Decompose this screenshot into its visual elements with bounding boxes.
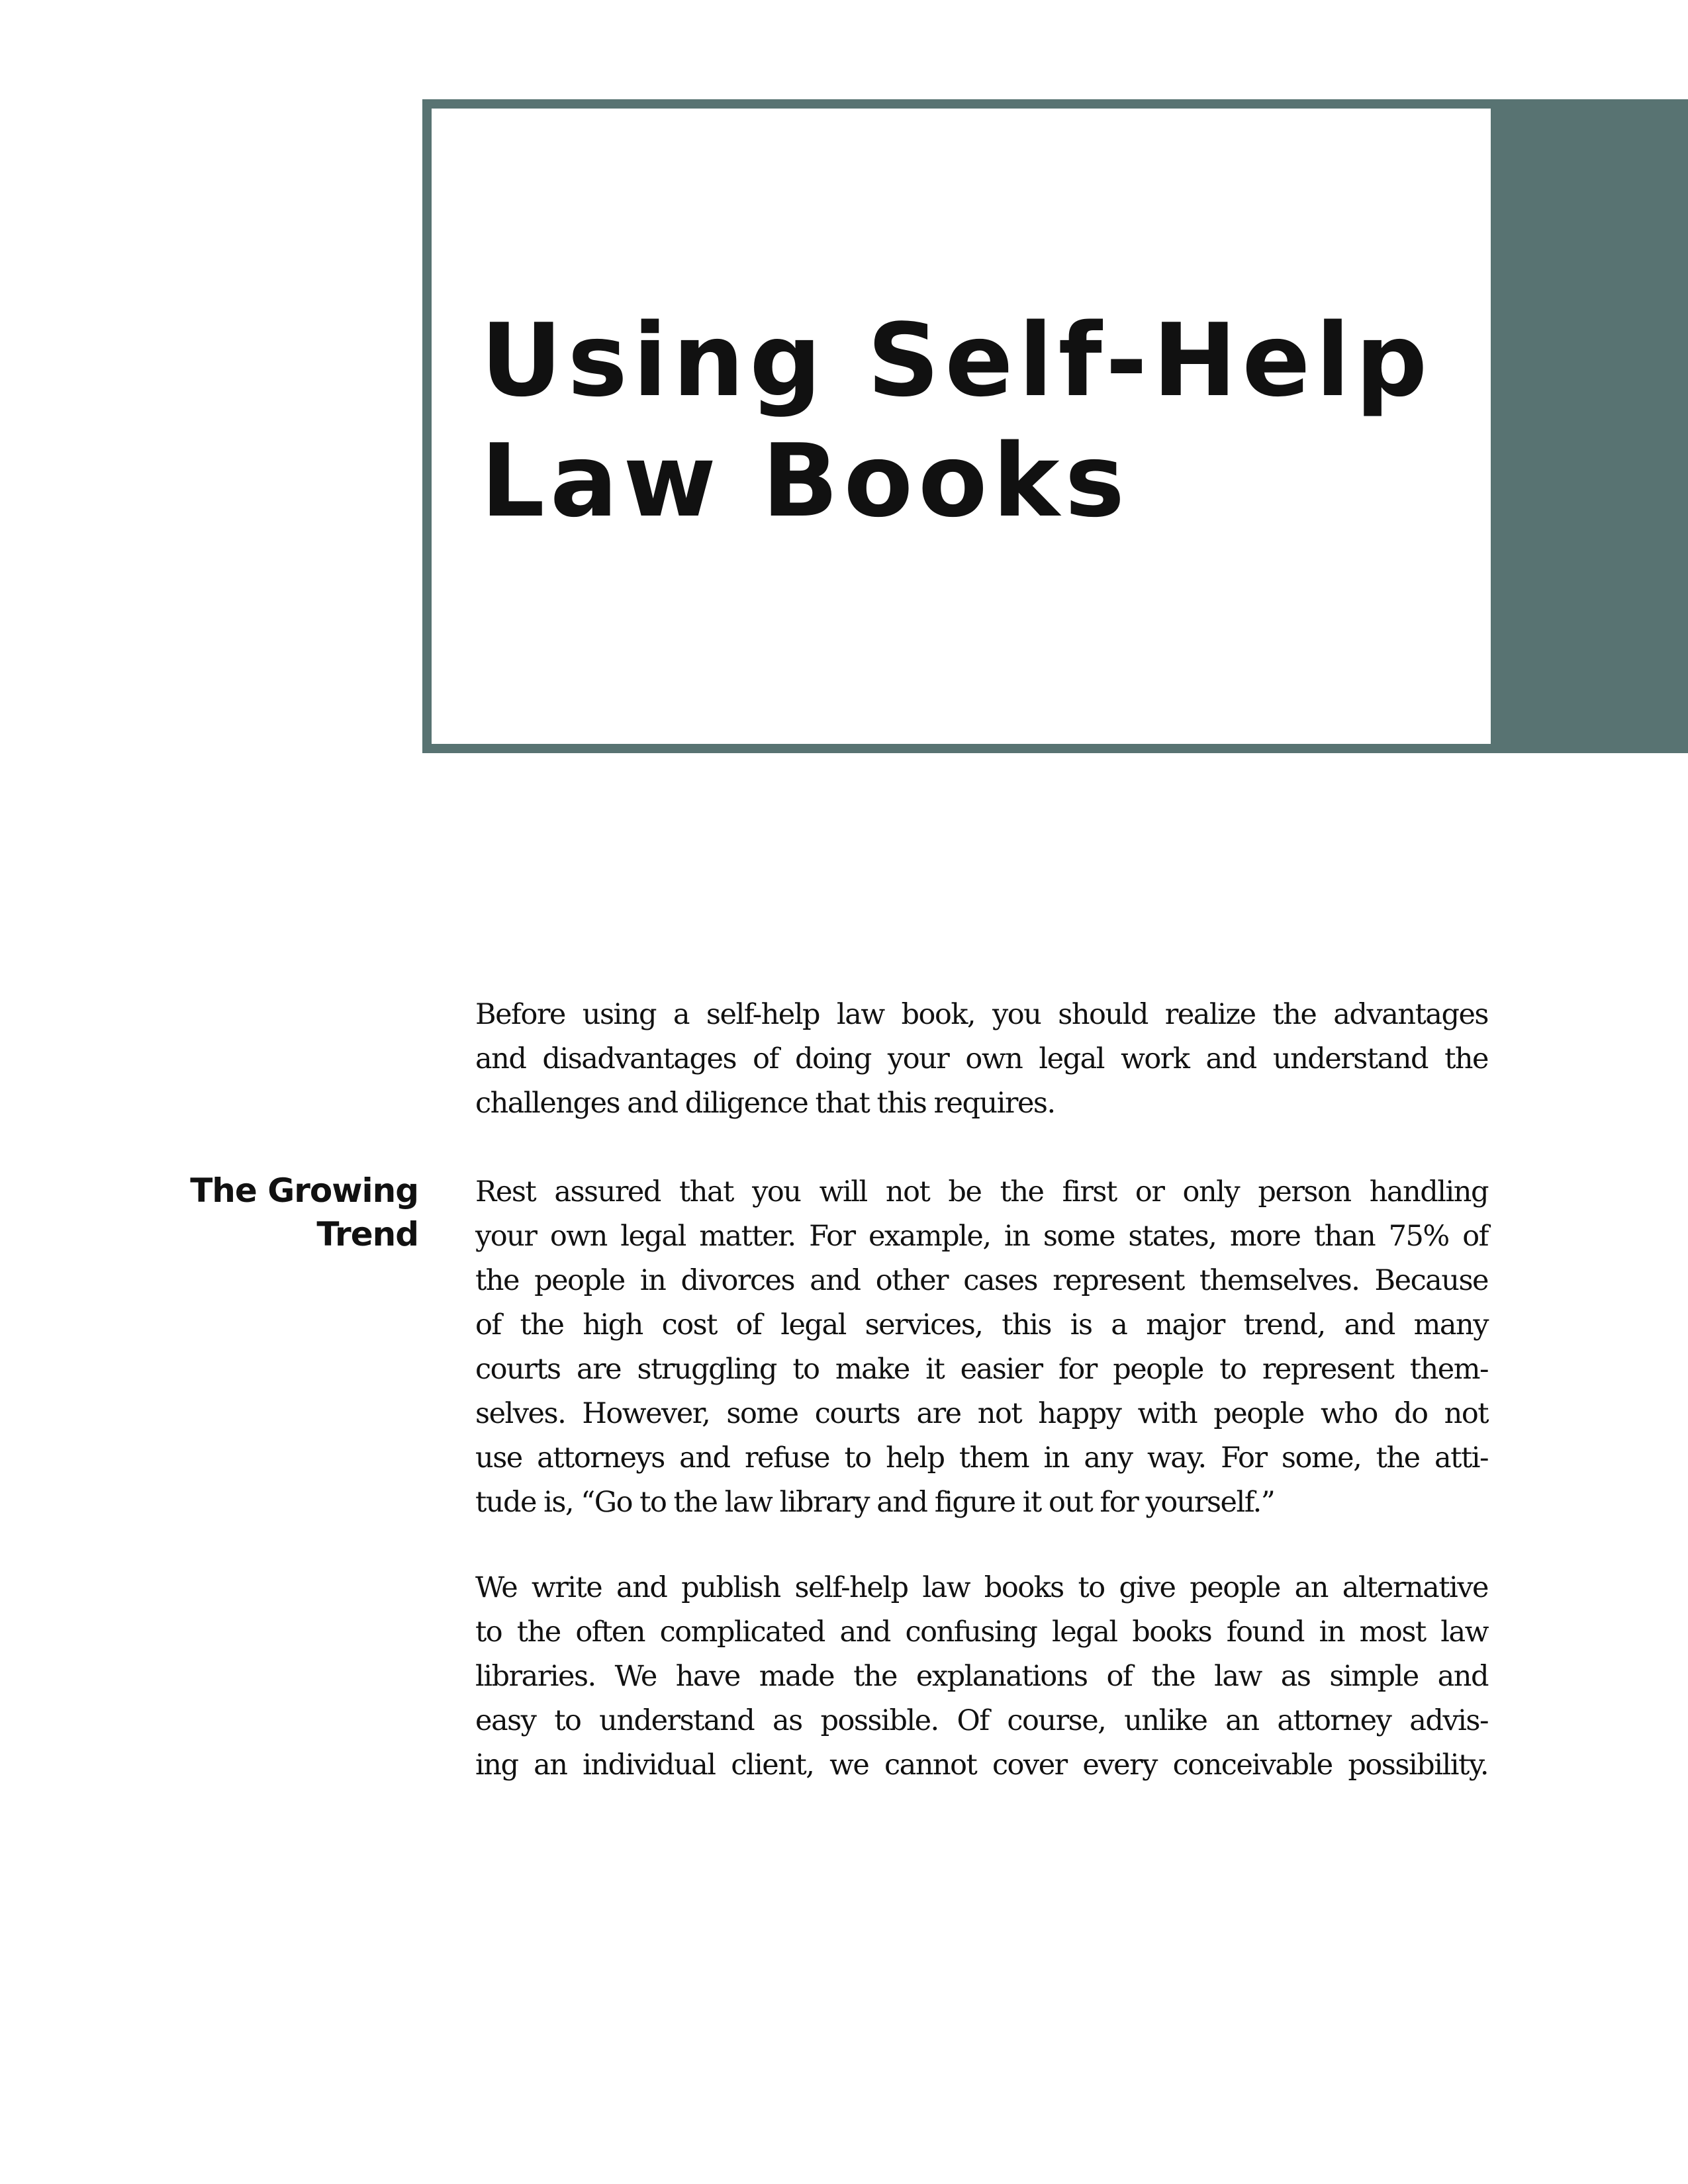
text-line: Before using a self-help law book, you should realize the advantages (475, 998, 1488, 1031)
body-paragraph-2 (475, 1566, 1488, 1788)
section-heading-line: The Growing (190, 1171, 418, 1210)
text-line: courts are struggling to make it easier for people to represent them- (475, 1353, 1488, 1386)
intro-paragraph (475, 993, 1488, 1126)
text-line: ing an individual client, we cannot cover every conceivable possibility. (475, 1749, 1488, 1782)
text-line: selves. However, some courts are not happy with people who do not (475, 1397, 1488, 1430)
chapter-title-line: Law Books (481, 422, 1131, 539)
text-line: libraries. We have made the explanations of the law as simple and (475, 1660, 1488, 1693)
section-heading-line: Trend (316, 1215, 418, 1253)
chapter-title-line: Using Self-Help (481, 302, 1433, 419)
chapter-title (481, 300, 1432, 541)
body-paragraph-1 (475, 1170, 1488, 1525)
text-line: to the often complicated and confusing legal books found in most law (475, 1615, 1488, 1649)
section-heading (190, 1169, 418, 1256)
text-line: We write and publish self-help law books to give people an alternative (475, 1571, 1488, 1604)
text-line: of the high cost of legal services, this is a major trend, and many (475, 1308, 1488, 1342)
text-line: use attorneys and refuse to help them in any way. For some, the atti- (475, 1441, 1488, 1475)
text-line: your own legal matter. For example, in some states, more than 75% of (475, 1220, 1488, 1253)
text-line: the people in divorces and other cases represent themselves. Because (475, 1264, 1488, 1297)
text-line: easy to understand as possible. Of course, unlike an attorney advis- (475, 1704, 1488, 1737)
chapter-title-box (432, 109, 1491, 744)
text-line: Rest assured that you will not be the first or only person handling (475, 1175, 1488, 1208)
text-line: and disadvantages of doing your own legal work and understand the (475, 1042, 1488, 1075)
text-line: tude is, “Go to the law library and figure it out for yourself.” (475, 1486, 1275, 1519)
text-line: challenges and diligence that this requires. (475, 1087, 1055, 1120)
